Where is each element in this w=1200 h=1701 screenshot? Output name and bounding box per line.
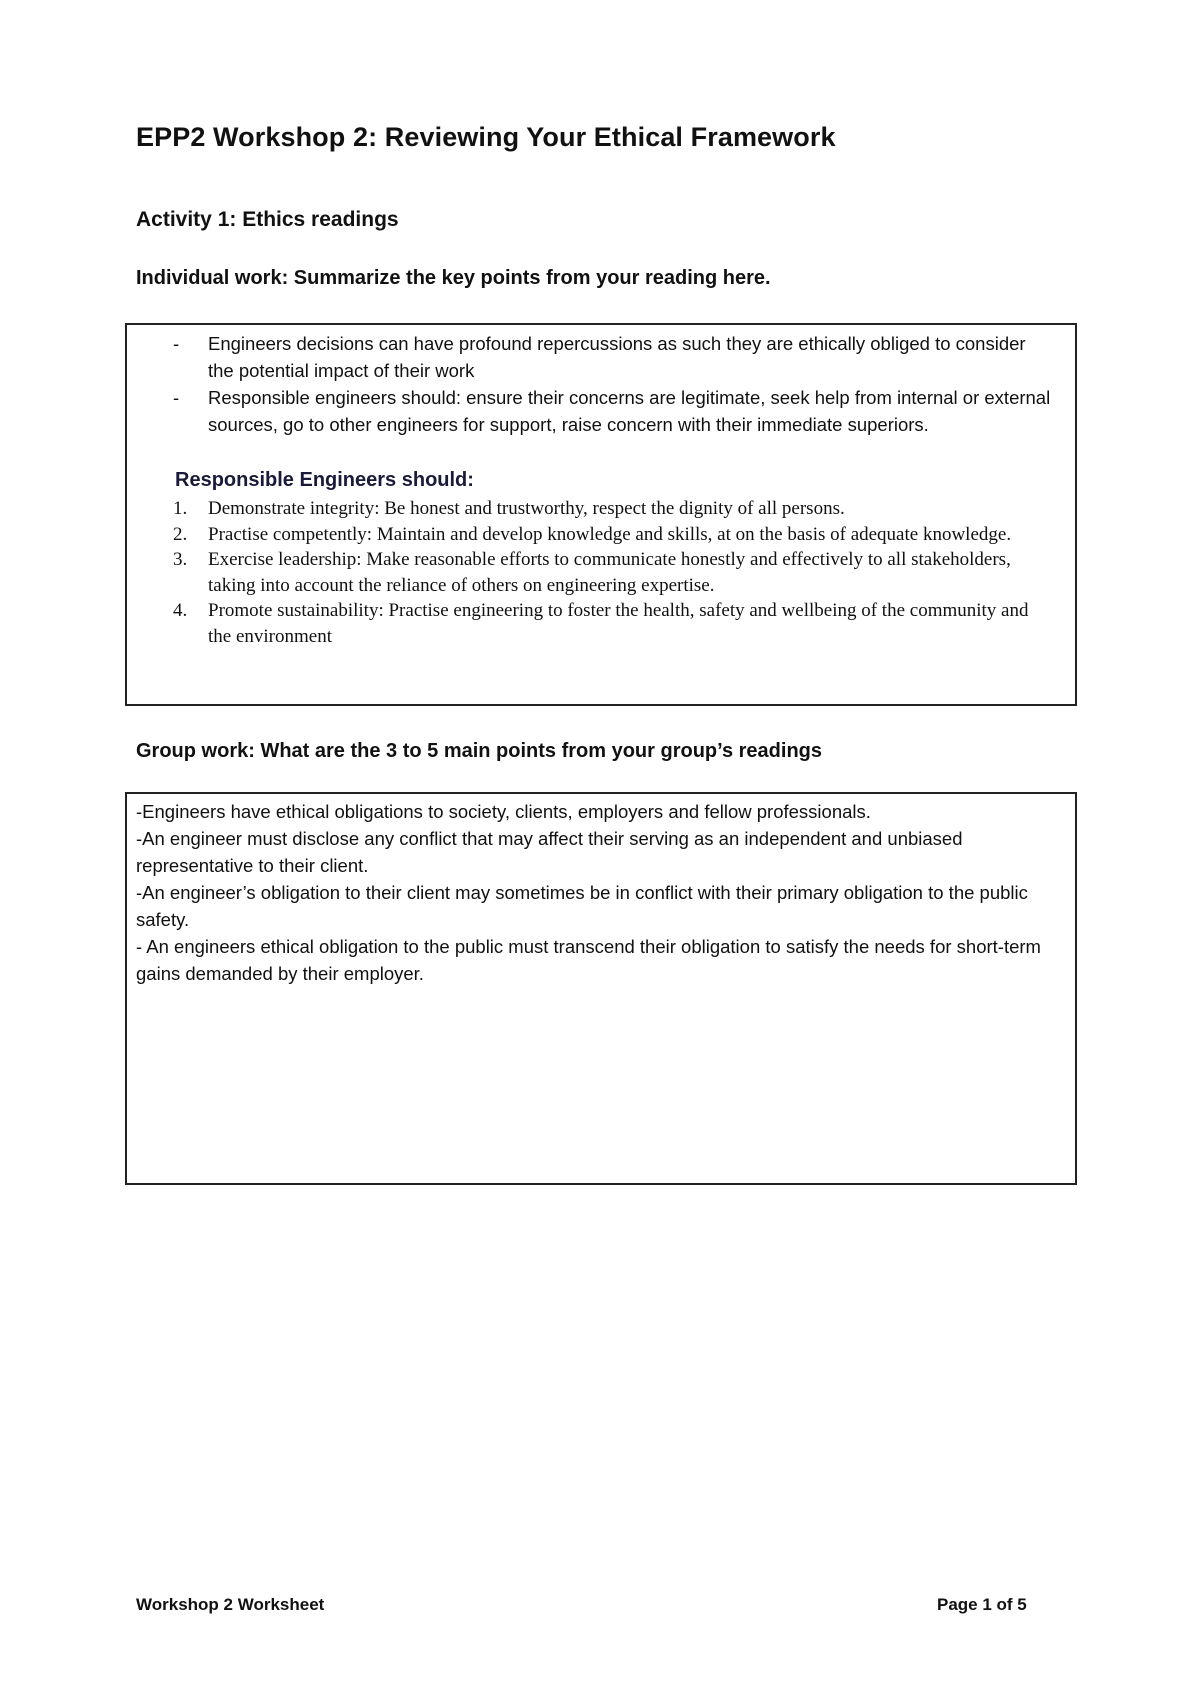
list-item [173,598,1053,649]
group-point: -Engineers have ethical obligations to society, clients, employers and fellow professionals. [136,801,871,822]
list-number: 1. [173,498,188,519]
list-item [173,330,1053,384]
list-item [173,384,1053,438]
individual-answer-box[interactable] [125,323,1077,706]
group-answer-text [136,798,1066,987]
group-point: -An engineer must disclose any conflict that may affect their serving as an independent and unbiased representative to their client. [136,828,963,876]
responsible-engineers-heading: Responsible Engineers should: [175,469,474,491]
group-answer-box[interactable] [125,792,1077,1185]
page-title: EPP2 Workshop 2: Reviewing Your Ethical Framework [136,122,836,152]
dash-list [173,330,1053,438]
list-item-text: Practise competently: Maintain and develop knowledge and skills, at on the basis of adequate knowledge. [208,523,1012,545]
list-item-text: Promote sustainability: Practise engineering to foster the health, safety and wellbeing of the community and the environment [208,600,1029,647]
list-item [173,522,1053,548]
list-number: 3. [173,549,188,570]
page-number: Page 1 of 5 [937,1595,1027,1614]
list-item-text: Responsible engineers should: ensure their concerns are legitimate, seek help from internal or external sources, go to other engineers for support, raise concern with their immediate superiors. [208,387,1051,435]
list-item [173,496,1053,522]
individual-work-prompt: Individual work: Summarize the key points from your reading here. [136,267,771,289]
numbered-list [173,496,1053,649]
list-marker: - [173,387,180,408]
activity-heading: Activity 1: Ethics readings [136,208,399,231]
list-item [173,547,1053,598]
list-number: 4. [173,600,188,621]
group-work-prompt: Group work: What are the 3 to 5 main points from your group’s readings [136,740,822,762]
group-point: - An engineers ethical obligation to the public must transcend their obligation to satisfy the needs for short-term gains demanded by their employer. [136,936,1041,984]
footer-title: Workshop 2 Worksheet [136,1595,325,1614]
list-item-text: Demonstrate integrity: Be honest and trustworthy, respect the dignity of all persons. [208,498,845,519]
list-item-text: Exercise leadership: Make reasonable efforts to communicate honestly and effectively to all stakeholders, taking into account the reliance of others on engineering expertise. [208,549,1011,596]
list-item-text: Engineers decisions can have profound repercussions as such they are ethically obliged to consider the potential impact of their work [208,333,1026,381]
list-marker: - [173,333,180,354]
group-point: -An engineer’s obligation to their client may sometimes be in conflict with their primary obligation to the public safety. [136,882,1028,930]
list-number: 2. [173,523,188,545]
